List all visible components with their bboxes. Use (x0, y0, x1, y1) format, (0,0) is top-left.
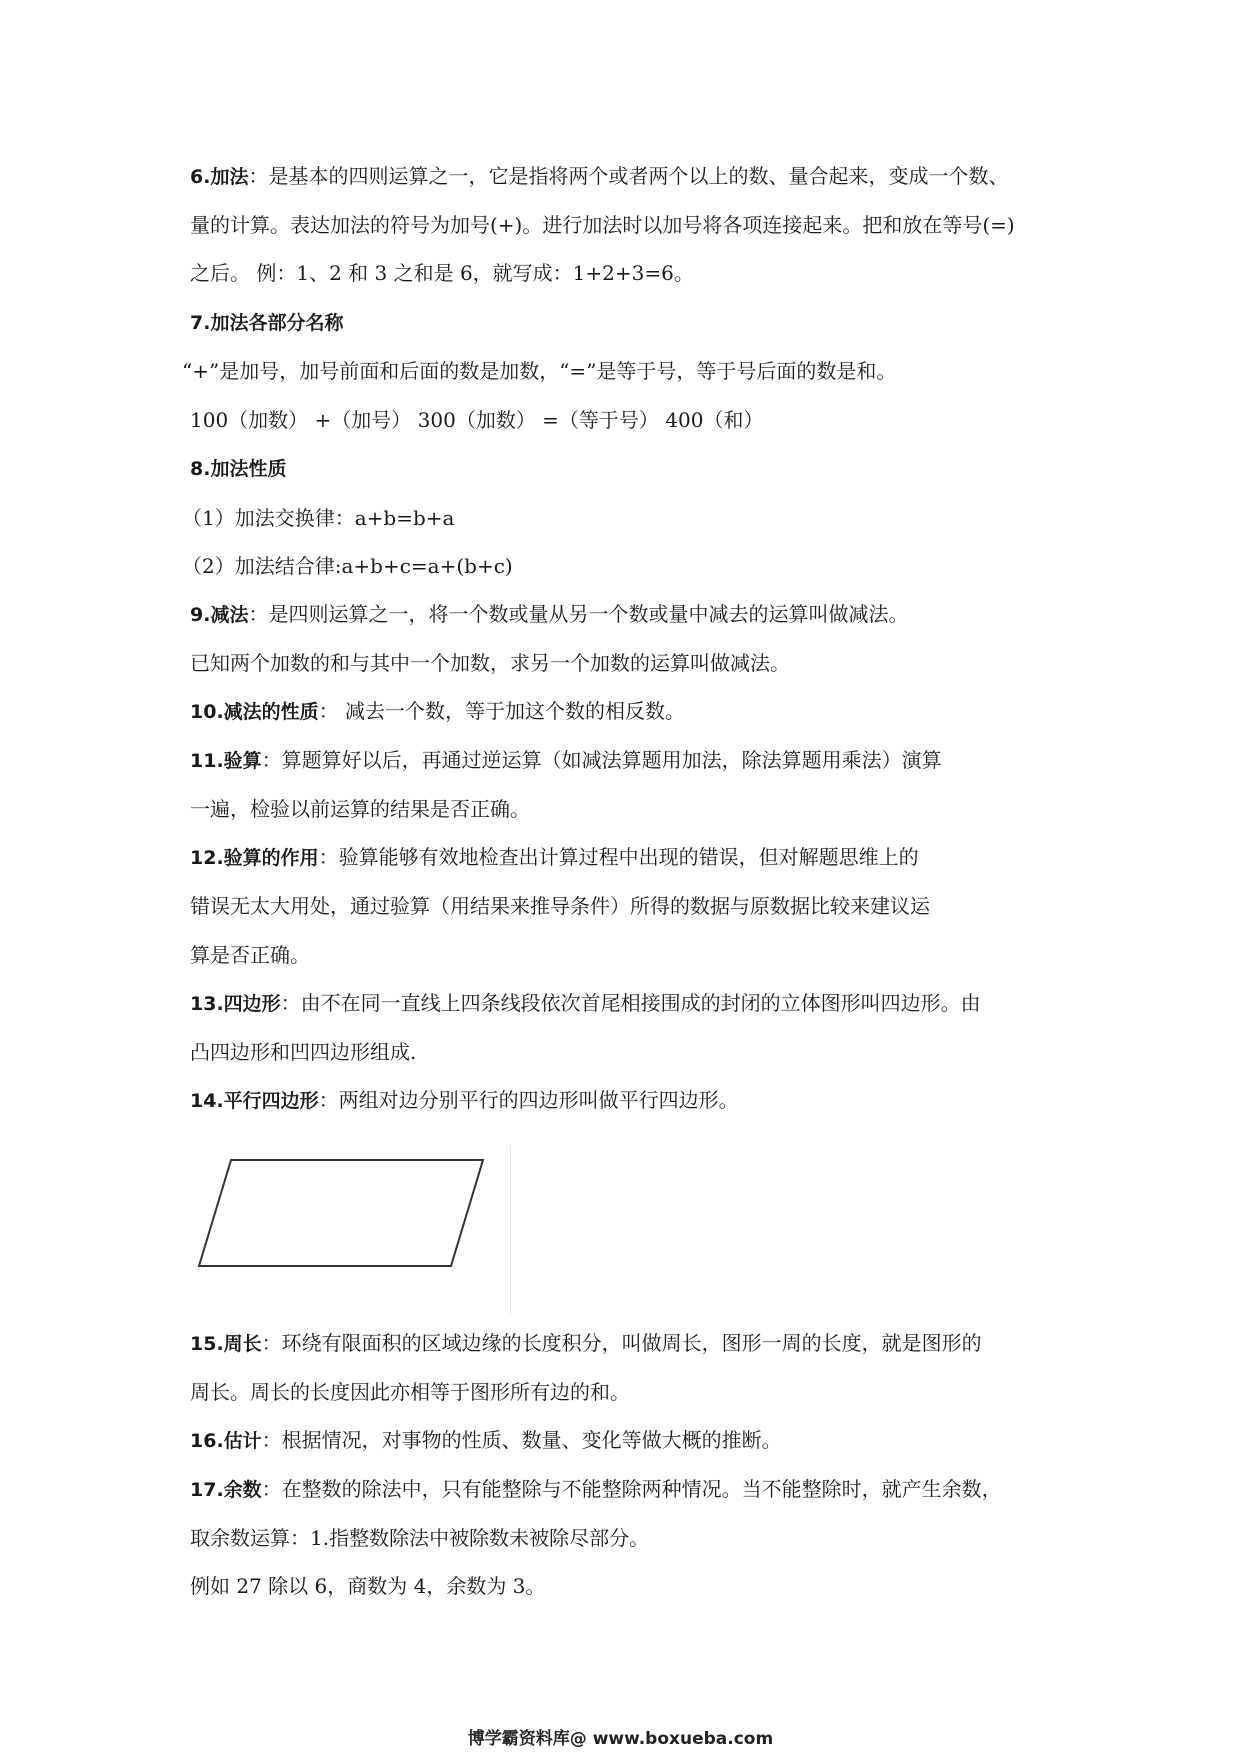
section-17-term: 17.余数 (190, 1479, 262, 1501)
section-9-line-2 (190, 649, 1070, 677)
section-9-text-2: 已知两个加数的和与其中一个加数，求另一个加数的运算叫做减法。 (190, 651, 790, 675)
section-17-line-1 (190, 1475, 1070, 1504)
section-7-text-2: 100（加数） +（加号） 300（加数） =（等于号） 400（和） (190, 408, 764, 432)
section-13-text-1: ：由不在同一直线上四条线段依次首尾相接围成的封闭的立体图形叫四边形。由 (280, 991, 981, 1015)
section-11-text-1: ：算题算好以后，再通过逆运算（如减法算题用加法，除法算题用乘法）演算 (261, 748, 942, 772)
section-6-line-3 (190, 259, 1070, 287)
section-17-text-1: ：在整数的除法中，只有能整除与不能整除两种情况。当不能整除时，就产生余数， (261, 1477, 1002, 1501)
section-7-line-1 (182, 357, 1082, 385)
section-7-heading: 7.加法各部分名称 (190, 312, 344, 334)
section-11-text-2: 一遍，检验以前运算的结果是否正确。 (190, 797, 530, 821)
section-11-line-1 (190, 746, 1070, 775)
section-10-term: 10.减法的性质 (190, 701, 319, 723)
section-15-line-1 (190, 1329, 1070, 1358)
section-12-text-3: 算是否正确。 (190, 943, 310, 967)
section-6-line-2 (190, 211, 1070, 239)
section-17-text-3: 例如 27 除以 6，商数为 4，余数为 3。 (190, 1574, 546, 1598)
section-7-heading-line (190, 308, 1070, 337)
section-17-line-3 (190, 1572, 1070, 1600)
section-14-term: 14.平行四边形 (190, 1090, 319, 1112)
section-9-line-1 (190, 600, 1070, 629)
section-6-text-3: 之后。 例：1、2 和 3 之和是 6，就写成：1+2+3=6。 (190, 261, 694, 285)
section-12-text-2: 错误无太大用处，通过验算（用结果来推导条件）所得的数据与原数据比较来建议运 (190, 894, 930, 918)
section-10-text-1: ： 减去一个数，等于加这个数的相反数。 (318, 699, 686, 723)
section-12-line-1 (190, 843, 1070, 872)
section-12-line-3 (190, 941, 1070, 969)
section-8-text-1: （1）加法交换律：a+b=b+a (182, 506, 455, 530)
section-11-term: 11.验算 (190, 750, 262, 772)
footer-watermark: 博学霸资料库@ www.boxueba.com (467, 1729, 774, 1749)
figure-border (510, 1145, 511, 1315)
section-15-line-2 (190, 1378, 1070, 1406)
section-16-term: 16.估计 (190, 1430, 262, 1452)
section-8-text-2: （2）加法结合律:a+b+c=a+(b+c) (182, 554, 513, 578)
section-8-heading-line (190, 454, 1070, 483)
section-16-line-1 (190, 1426, 1070, 1455)
section-17-line-2 (190, 1524, 1070, 1552)
section-12-line-2 (190, 892, 1070, 920)
parallelogram-diagram-icon (193, 1140, 513, 1320)
section-15-text-2: 周长。周长的长度因此亦相等于图形所有边的和。 (190, 1380, 630, 1404)
section-8-line-2 (182, 552, 1062, 580)
section-12-term: 12.验算的作用 (190, 847, 319, 869)
section-9-term: 9.减法 (190, 604, 249, 626)
section-10-line-1 (190, 697, 1070, 726)
section-9-text-1: ：是四则运算之一，将一个数或量从另一个数或量中减去的运算叫做减法。 (248, 602, 909, 626)
section-14-line-1 (190, 1086, 1070, 1115)
parallelogram-shape (199, 1160, 483, 1266)
section-6-term: 6.加法 (190, 166, 249, 188)
section-12-text-1: ：验算能够有效地检查出计算过程中出现的错误，但对解题思维上的 (318, 845, 919, 869)
section-14-text-1: ：两组对边分别平行的四边形叫做平行四边形。 (318, 1088, 739, 1112)
section-8-heading: 8.加法性质 (190, 458, 287, 480)
section-7-text-1: “+”是加号，加号前面和后面的数是加数，“=”是等于号，等于号后面的数是和。 (182, 359, 897, 383)
section-6-text-1: ：是基本的四则运算之一，它是指将两个或者两个以上的数、量合起来，变成一个数、 (248, 164, 1009, 188)
section-8-line-1 (182, 504, 1062, 532)
section-6-line-1 (190, 162, 1070, 191)
section-11-line-2 (190, 795, 1070, 823)
section-13-term: 13.四边形 (190, 993, 281, 1015)
section-6-text-2: 量的计算。表达加法的符号为加号(+)。进行加法时以加号将各项连接起来。把和放在等号(=) (190, 213, 1015, 237)
section-13-line-1 (190, 989, 1070, 1018)
section-7-line-2 (190, 406, 1070, 434)
section-13-text-2: 凸四边形和凹四边形组成. (190, 1040, 417, 1064)
section-15-term: 15.周长 (190, 1333, 262, 1355)
section-13-line-2 (190, 1038, 1070, 1066)
section-15-text-1: ：环绕有限面积的区域边缘的长度积分，叫做周长，图形一周的长度，就是图形的 (261, 1331, 982, 1355)
parallelogram-svg (193, 1140, 513, 1320)
section-16-text-1: ：根据情况，对事物的性质、数量、变化等做大概的推断。 (261, 1428, 782, 1452)
section-17-text-2: 取余数运算：1.指整数除法中被除数未被除尽部分。 (190, 1526, 650, 1550)
